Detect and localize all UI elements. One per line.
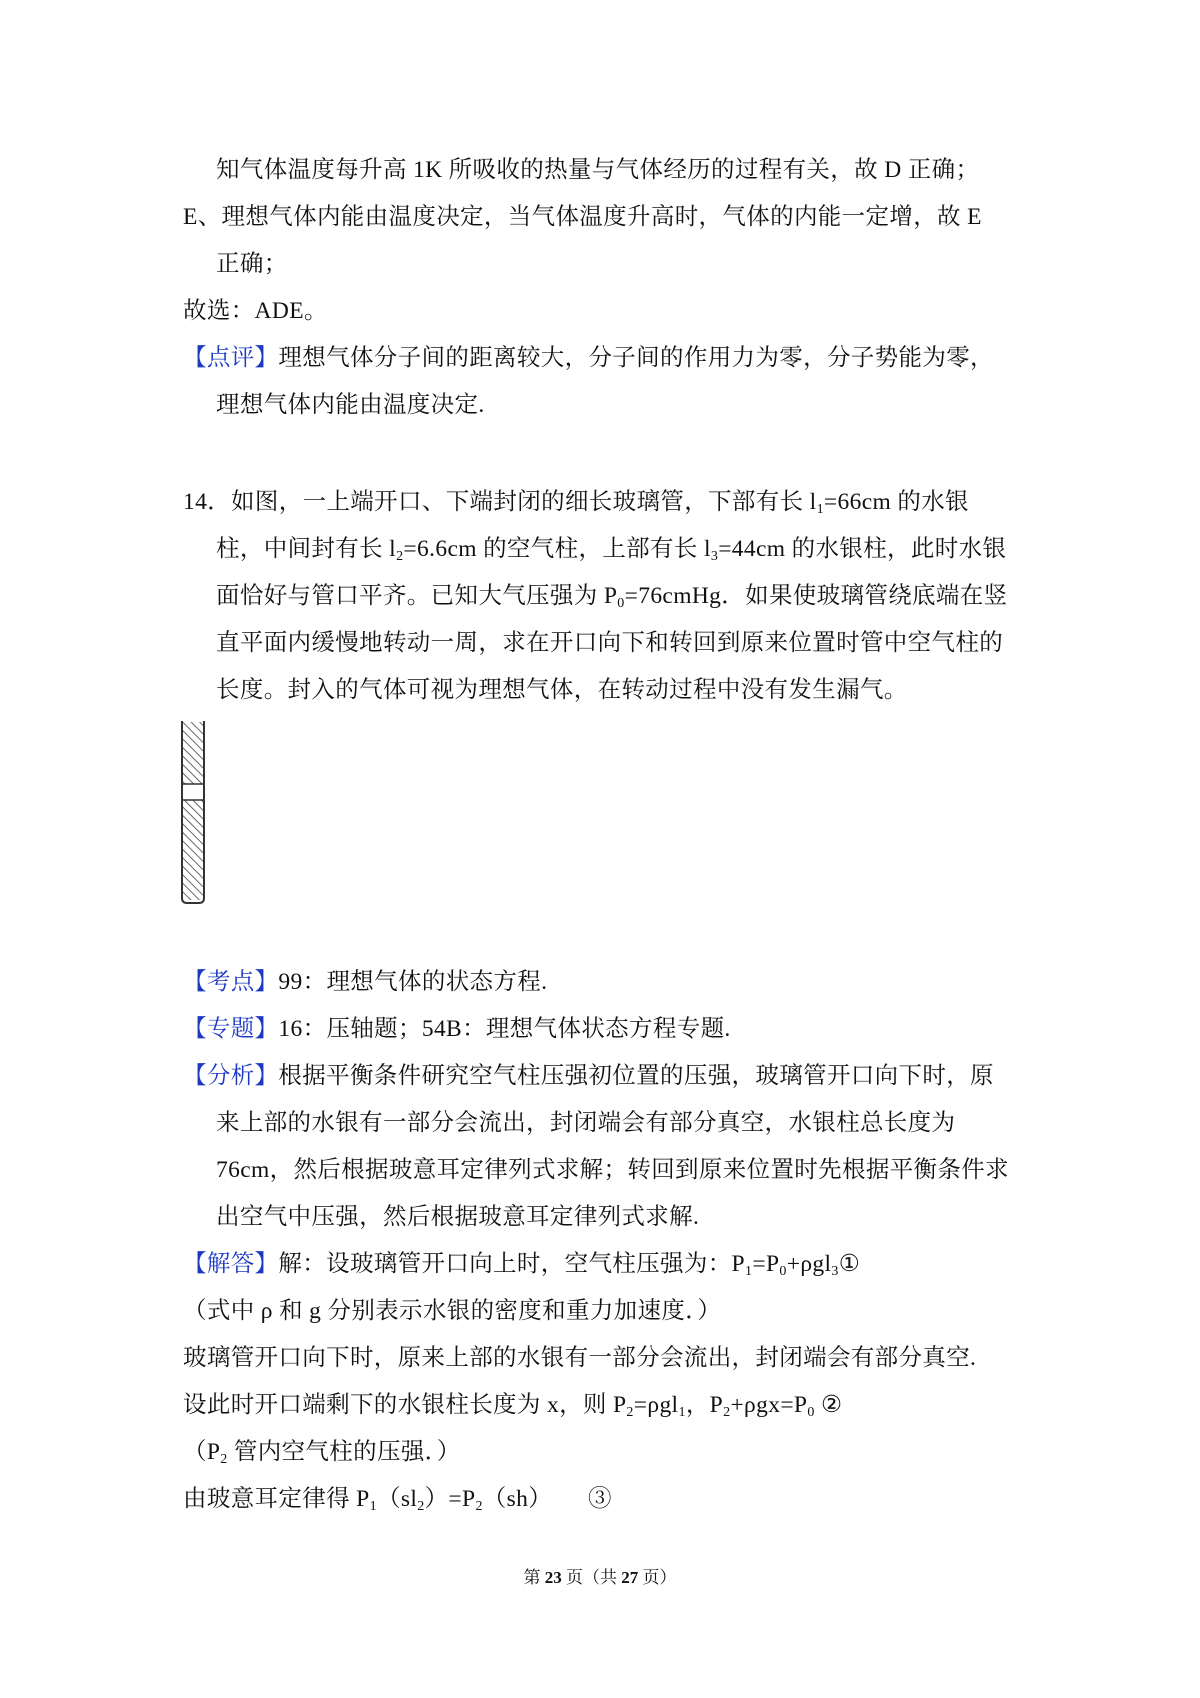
fenxi-tag: 【分析】 [183,1063,279,1089]
option-e-line2: 正确； [216,251,288,277]
zhuanti-tag: 【专题】 [183,1016,279,1042]
q14-line5: 长度。封入的气体可视为理想气体，在转动过程中没有发生漏气。 [216,677,908,703]
boyle-equation-line: 由玻意耳定律得 $P_1(sl_2)=P_2(sh)$ ③ [183,1486,612,1514]
fenxi-line2: 来上部的水银有一部分会流出，封闭端会有部分真空，水银柱总长度为 [216,1110,956,1136]
fenxi-line4: 出空气中压强，然后根据玻意耳定律列式求解. [216,1204,700,1230]
lower-mercury-column [182,800,204,900]
kaodian-line: 【考点】99：理想气体的状态方程. [183,969,548,995]
x-equation-line: 设此时开口端剩下的水银柱长度为 x，则 $P_2=\rho gl_1$，$P_2+\rho gx=P_0$ ② [183,1392,843,1420]
q14-line2: 柱，中间封有长 $l_2=6.6cm$ 的空气柱，上部有长 $l_3=44cm$ 的水银柱，此时水银 [216,536,1007,564]
option-d-tail: 知气体温度每升高 1K 所吸收的热量与气体经历的过程有关，故 D 正确； [216,157,980,183]
open-down-line: 玻璃管开口向下时，原来上部的水银有一部分会流出，封闭端会有部分真空. [183,1345,977,1371]
q14-line3: 面恰好与管口平齐。已知大气压强为 $P_0=76cmHg$．如果使玻璃管绕底端在竖 [216,583,1008,611]
note-rho-g: （式中 ρ 和 g 分别表示水银的密度和重力加速度．） [183,1298,722,1324]
fenxi-line1: 【分析】根据平衡条件研究空气柱压强初位置的压强，玻璃管开口向下时，原 [183,1063,994,1089]
jieda-tag: 【解答】 [183,1251,279,1277]
q14-line1: 14．如图，一上端开口、下端封闭的细长玻璃管，下部有长 $l_1=66cm$ 的水银 [183,489,969,517]
upper-mercury-column [182,722,204,784]
total-pages: 27 [621,1568,639,1587]
kaodian-tag: 【考点】 [183,969,279,995]
option-e-line1: E、理想气体内能由温度决定，当气体温度升高时，气体的内能一定增，故 E [183,204,982,230]
page-footer: 第 23 页（共 27 页） [523,1568,677,1587]
comment-line1: 【点评】理想气体分子间的距离较大，分子间的作用力为零，分子势能为零， [183,345,994,371]
comment-line2: 理想气体内能由温度决定. [216,392,485,418]
note-p2: （$P_2$ 管内空气柱的压强．） [183,1439,461,1467]
answer-line: 故选：ADE。 [183,298,328,324]
q14-line4: 直平面内缓慢地转动一周，求在开口向下和转回到原来位置时管中空气柱的 [216,630,1004,656]
fenxi-line3: 76cm，然后根据玻意耳定律列式求解；转回到原来位置时先根据平衡条件求 [216,1157,1009,1183]
zhuanti-line: 【专题】16：压轴题；54B：理想气体状态方程专题. [183,1016,731,1042]
jieda-line: 【解答】解：设玻璃管开口向上时，空气柱压强为：$P_1=P_0+\rho gl_3①$ [183,1251,861,1279]
glass-tube-figure [180,720,208,906]
comment-tag: 【点评】 [183,345,279,371]
page-number: 23 [544,1568,562,1587]
air-column [182,784,204,800]
